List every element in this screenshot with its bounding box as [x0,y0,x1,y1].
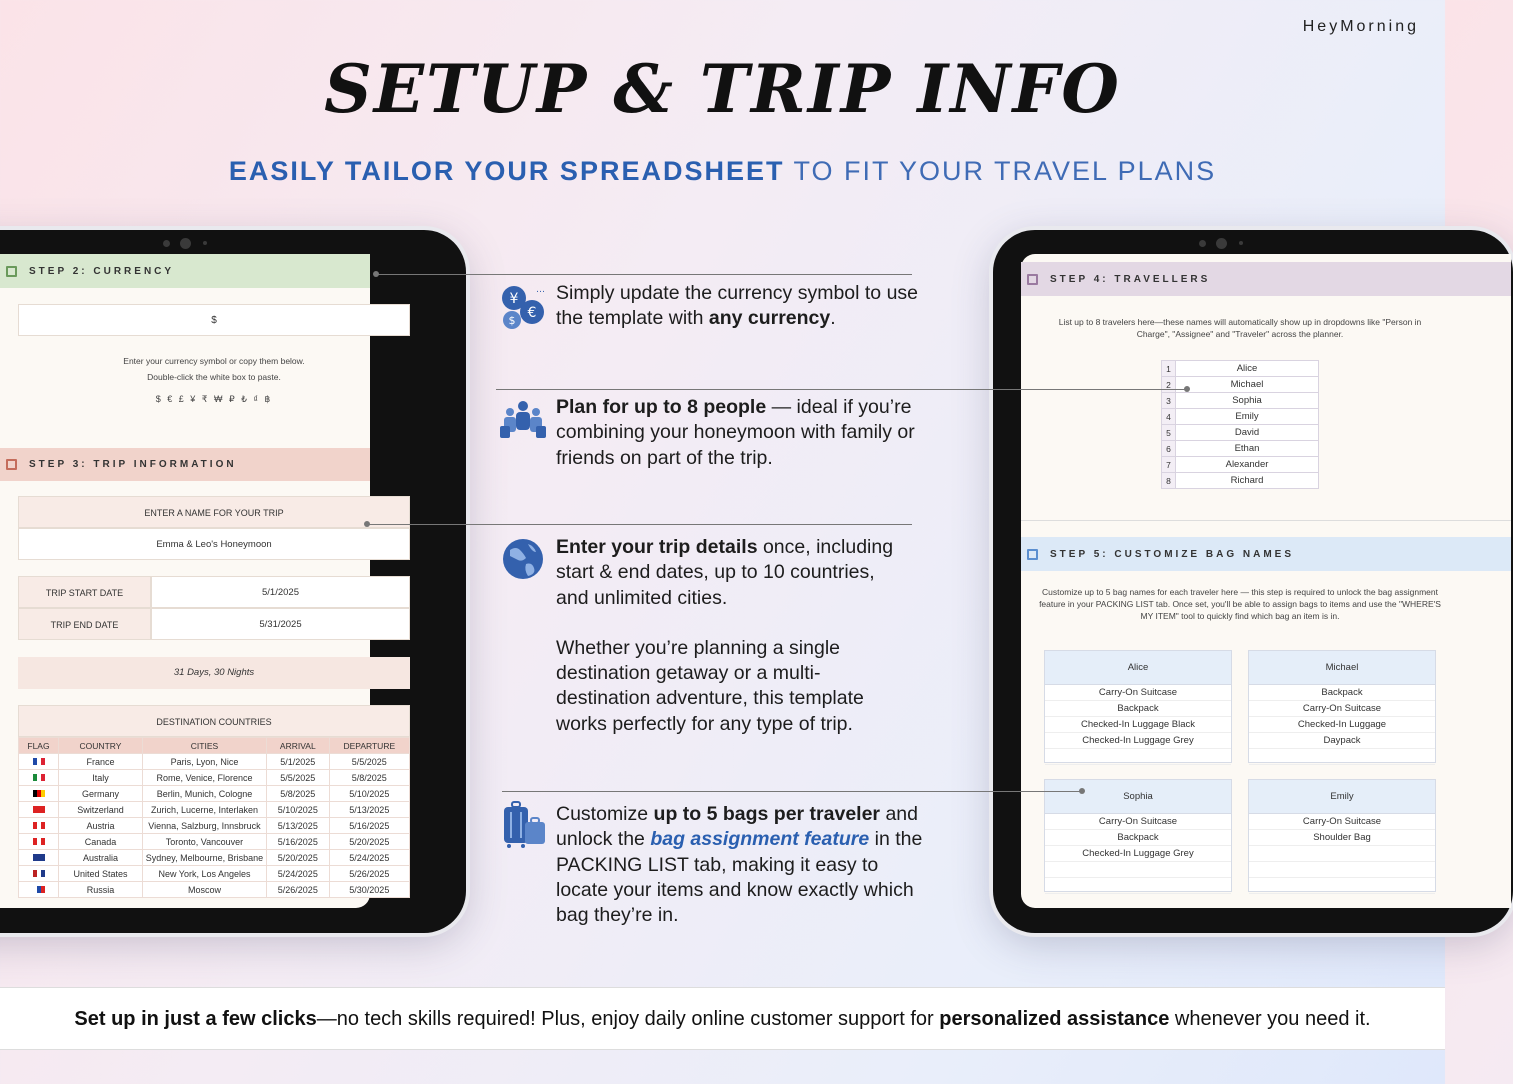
arrival-cell[interactable]: 5/26/2025 [266,882,329,898]
flag-icon [33,790,45,797]
subtitle-bold: EASILY TAILOR YOUR SPREADSHEET [228,156,785,186]
footer-text: whenever you need it. [1169,1008,1371,1030]
traveler-name[interactable]: Michael [1176,377,1319,393]
connector-dot [364,521,370,527]
bag-traveler-name: Emily [1249,780,1435,814]
step4-label: STEP 4: TRAVELLERS [1050,273,1211,285]
destinations-table [18,737,410,898]
feature-bold: any currency [708,307,831,330]
connector-dot [373,271,379,277]
footer-banner [0,987,1445,1050]
bag-item[interactable] [1045,862,1231,878]
row-number: 1 [1162,361,1176,377]
feature-text: Simply update the currency symbol to use the template with [556,282,919,330]
departure-cell[interactable]: 5/20/2025 [329,834,409,850]
bag-card [1248,779,1436,892]
table-row[interactable] [19,818,410,834]
cities-cell[interactable]: Toronto, Vancouver [142,834,266,850]
departure-cell[interactable]: 5/8/2025 [329,770,409,786]
table-row[interactable] [19,754,410,770]
traveler-name[interactable]: David [1176,425,1319,441]
feature-bold: up to 5 bags per traveler [653,803,881,825]
flag-icon [33,822,45,829]
traveler-row[interactable] [1162,457,1319,473]
feature-text: — ideal if you’re combining your honeymoon with family or friends on part of the trip. [556,396,915,469]
bag-item[interactable] [1249,862,1435,878]
flag-icon [33,838,45,845]
row-number: 3 [1162,393,1176,409]
row-number: 5 [1162,425,1176,441]
cities-cell[interactable]: Berlin, Munich, Cologne [142,786,266,802]
departure-cell[interactable]: 5/16/2025 [329,818,409,834]
bag-item[interactable] [1249,846,1435,862]
column-header: ARRIVAL [266,738,329,754]
column-header: COUNTRY [59,738,143,754]
flag-icon [33,870,45,877]
bag-item[interactable] [1045,878,1231,894]
row-number: 2 [1162,377,1176,393]
cities-cell[interactable]: Zurich, Lucerne, Interlaken [142,802,266,818]
flag-cell [19,786,59,802]
spreadsheet-screen-left [0,254,396,908]
flag-cell [19,866,59,882]
arrival-cell[interactable]: 5/5/2025 [266,770,329,786]
flag-icon [33,886,45,893]
cities-cell[interactable]: Paris, Lyon, Nice [142,754,266,770]
traveler-row[interactable] [1162,473,1319,489]
bag-item[interactable]: Backpack [1249,685,1435,701]
departure-cell[interactable]: 5/24/2025 [329,850,409,866]
bag-item[interactable] [1045,749,1231,765]
departure-cell[interactable]: 5/13/2025 [329,802,409,818]
cities-cell[interactable]: Vienna, Salzburg, Innsbruck [142,818,266,834]
step3-header [0,448,370,481]
bag-card [1248,650,1436,763]
country-cell[interactable]: Russia [59,882,143,898]
country-cell[interactable]: Switzerland [59,802,143,818]
currency-hint-1: Enter your currency symbol or copy them below. [123,356,305,366]
traveler-row[interactable] [1162,409,1319,425]
left-tablet [0,230,466,933]
connector-line [496,389,1186,390]
bag-item[interactable] [1249,749,1435,765]
page-title: SETUP & TRIP INFO [324,50,1121,128]
bag-traveler-name: Alice [1045,651,1231,685]
arrival-cell[interactable]: 5/10/2025 [266,802,329,818]
connector-line [367,524,912,525]
trip-end-label: TRIP END DATE [18,608,151,640]
departure-cell[interactable]: 5/26/2025 [329,866,409,882]
bag-item[interactable]: Carry-On Suitcase [1045,814,1231,830]
luggage-icon [498,800,548,850]
travellers-description: List up to 8 travelers here—these names will automatically show up in dropdowns like "Person in Charge", "Assignee" and "Traveler" across the planner. [1058,317,1422,339]
traveler-name[interactable]: Alice [1176,361,1319,377]
traveler-row[interactable] [1162,441,1319,457]
travellers-table [1161,360,1319,489]
country-cell[interactable]: Austria [59,818,143,834]
traveler-name[interactable]: Alexander [1176,457,1319,473]
departure-cell[interactable]: 5/10/2025 [329,786,409,802]
feature-bold: Plan for up to 8 people [556,396,767,418]
step5-label: STEP 5: CUSTOMIZE BAG NAMES [1050,548,1294,560]
bag-item[interactable]: Carry-On Suitcase [1045,685,1231,701]
currency-input[interactable]: $ [18,304,410,336]
column-header: DEPARTURE [329,738,409,754]
table-row[interactable] [19,786,410,802]
right-tablet [993,230,1513,933]
trip-duration: 31 Days, 30 Nights [18,657,410,689]
family-travelers-icon [498,396,548,446]
bag-item[interactable]: Checked-In Luggage Grey [1045,733,1231,749]
arrival-cell[interactable]: 5/13/2025 [266,818,329,834]
cities-cell[interactable]: Rome, Venice, Florence [142,770,266,786]
table-row[interactable] [19,850,410,866]
bag-item[interactable]: Carry-On Suitcase [1249,701,1435,717]
subtitle-rest: TO FIT YOUR TRAVEL PLANS [793,156,1217,186]
country-cell[interactable]: United States [59,866,143,882]
currency-symbols: $ € £ ¥ ₹ ₩ ₽ ₺ ₫ ฿ [155,394,273,404]
table-row[interactable] [19,770,410,786]
page-subtitle [0,156,1445,187]
flag-cell [19,834,59,850]
feature-trip-details [556,535,896,737]
feature-people [556,395,936,471]
svg-text:¥: ¥ [509,291,519,307]
table-row[interactable] [19,834,410,850]
step5-header [1021,537,1511,571]
step2-header [0,254,370,288]
table-row[interactable] [19,866,410,882]
trip-name-header: ENTER A NAME FOR YOUR TRIP [18,496,410,528]
footer-text: —no tech skills required! Plus, enjoy daily online customer support for [316,1008,940,1030]
cities-cell[interactable]: New York, Los Angeles [142,866,266,882]
bag-item[interactable]: Checked-In Luggage [1249,717,1435,733]
feature-text: and unlock the [556,803,918,851]
traveler-name[interactable]: Emily [1176,409,1319,425]
arrival-cell[interactable]: 5/1/2025 [266,754,329,770]
table-row[interactable] [19,802,410,818]
traveler-row[interactable] [1162,425,1319,441]
destinations-header-row [19,738,410,754]
bag-item[interactable]: Carry-On Suitcase [1249,814,1435,830]
feature-text: . [830,307,836,330]
feature-text: Customize [556,803,654,825]
row-number: 6 [1162,441,1176,457]
row-number: 7 [1162,457,1176,473]
flag-icon [33,758,45,765]
step4-header [1021,262,1511,296]
svg-text:…: … [536,285,545,295]
bag-item[interactable]: Backpack [1045,701,1231,717]
svg-text:€: € [527,305,537,321]
departure-cell[interactable]: 5/30/2025 [329,882,409,898]
step4-checkbox[interactable] [1027,274,1038,285]
feature-bold: Enter your trip details [556,536,758,558]
arrival-cell[interactable]: 5/20/2025 [266,850,329,866]
currency-hint-2: Double-click the white box to paste. [147,372,281,382]
traveler-name[interactable]: Sophia [1176,393,1319,409]
country-cell[interactable]: Australia [59,850,143,866]
traveler-name[interactable]: Ethan [1176,441,1319,457]
traveler-name[interactable]: Richard [1176,473,1319,489]
bag-item[interactable]: Shoulder Bag [1249,830,1435,846]
flag-cell [19,802,59,818]
column-header: FLAG [19,738,59,754]
footer-bold: personalized assistance [939,1008,1170,1030]
connector-line [502,791,1082,792]
destinations-title: DESTINATION COUNTRIES [18,705,410,737]
globe-icon [498,534,548,584]
traveler-row[interactable] [1162,393,1319,409]
bag-traveler-name: Michael [1249,651,1435,685]
country-cell[interactable]: Germany [59,786,143,802]
flag-cell [19,754,59,770]
flag-cell [19,818,59,834]
bag-item[interactable]: Checked-In Luggage Grey [1045,846,1231,862]
step3-checkbox[interactable] [6,459,17,470]
trip-start-input[interactable]: 5/1/2025 [151,576,410,608]
bag-item[interactable]: Daypack [1249,733,1435,749]
connector-dot [1184,386,1190,392]
country-cell[interactable]: France [59,754,143,770]
camera [160,238,220,248]
cities-cell[interactable]: Moscow [142,882,266,898]
step5-checkbox[interactable] [1027,549,1038,560]
departure-cell[interactable]: 5/5/2025 [329,754,409,770]
flag-cell [19,882,59,898]
step2-label: STEP 2: CURRENCY [29,265,175,277]
feature-highlight: bag assignment feature [650,828,870,851]
cities-cell[interactable]: Sydney, Melbourne, Brisbane [142,850,266,866]
flag-cell [19,770,59,786]
bag-traveler-name: Sophia [1045,780,1231,814]
feature-text: in the PACKING LIST tab, making it easy to locate your items and know exactly which bag they’re in. [556,828,923,927]
traveler-row[interactable] [1162,361,1319,377]
country-cell[interactable]: Italy [59,770,143,786]
column-header: CITIES [142,738,266,754]
flag-icon [33,806,45,813]
connector-line [376,274,912,275]
country-cell[interactable]: Canada [59,834,143,850]
trip-end-input[interactable]: 5/31/2025 [151,608,410,640]
arrival-cell[interactable]: 5/16/2025 [266,834,329,850]
flag-icon [33,774,45,781]
camera [1196,238,1256,248]
feature-text: once, including start & end dates, up to 10 countries, and unlimited cities. [556,536,894,609]
table-row[interactable] [19,882,410,898]
bags-description: Customize up to 5 bag names for each traveler here — this step is required to unlock the bag assignment feature in your PACKING LIST tab. Once set, you'll be able to assign bags to items and use the "WHERE'S MY ITEM" tool to quickly find which bag an item is in. [1039,587,1441,621]
feature-currency [556,281,931,332]
arrival-cell[interactable]: 5/8/2025 [266,786,329,802]
flag-cell [19,850,59,866]
footer-bold: Set up in just a few clicks [74,1008,317,1030]
bag-item[interactable] [1249,878,1435,894]
bag-item[interactable]: Checked-In Luggage Black [1045,717,1231,733]
row-number: 8 [1162,473,1176,489]
trip-name-input[interactable]: Emma & Leo's Honeymoon [18,528,410,560]
bag-card [1044,650,1232,763]
bag-card [1044,779,1232,892]
brand-logo: HeyMorning [1302,18,1419,35]
connector-dot [1079,788,1085,794]
svg-text:$: $ [508,314,516,327]
row-number: 4 [1162,409,1176,425]
step2-checkbox[interactable] [6,266,17,277]
step3-label: STEP 3: TRIP INFORMATION [29,459,237,470]
bag-item[interactable]: Backpack [1045,830,1231,846]
flag-icon [33,854,45,861]
feature-bags [556,802,926,928]
spreadsheet-screen-right [1021,254,1511,908]
arrival-cell[interactable]: 5/24/2025 [266,866,329,882]
currency-exchange-icon [498,282,548,332]
feature-paragraph: Whether you’re planning a single destination getaway or a multi-destination adventure, this template works perfectly for any type of trip. [556,636,864,735]
trip-start-label: TRIP START DATE [18,576,151,608]
